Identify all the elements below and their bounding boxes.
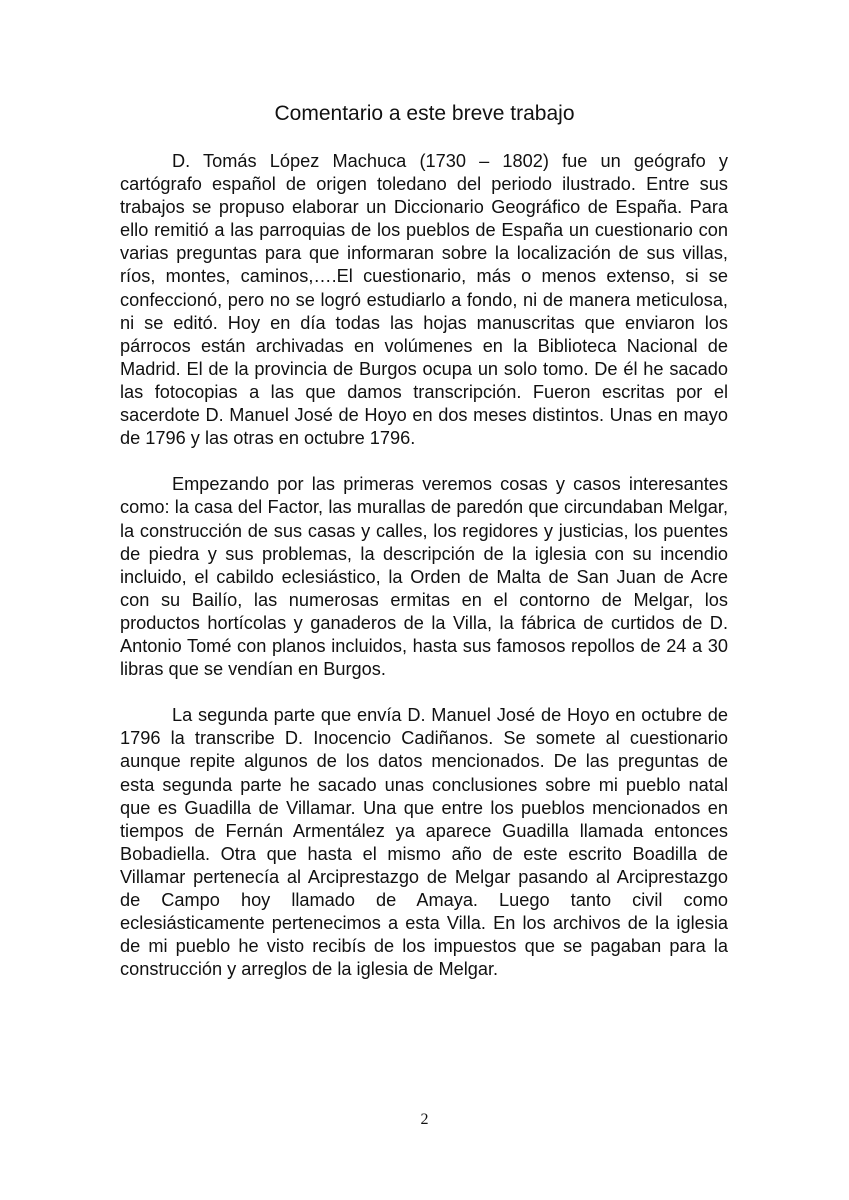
paragraph-intro: D. Tomás López Machuca (1730 – 1802) fue un geógrafo y cartógrafo español de origen toledano del periodo ilustrado. Entre sus trabajos se propuso elaborar un Diccionario Geográfico de España. Para ello remitió a las parroquias de los pueblos de España un cuestionario con varias preguntas para que informaran sobre la localización de sus villas, ríos, montes, caminos,….El cuestionario, más o menos extenso, si se confeccionó, pero no se logró estudiarlo a fondo, ni de manera meticulosa, ni se editó. Hoy en día todas las hojas manuscritas que enviaron los párrocos están archivadas en volúmenes en la Biblioteca Nacional de Madrid. El de la provincia de Burgos ocupa un solo tomo. De él he sacado las fotocopias a las que damos transcripción. Fueron escritas por el sacerdote D. Manuel José de Hoyo en dos meses distintos. Unas en mayo de 1796 y las otras en octubre 1796. bbox=[120, 151, 728, 449]
page-title: Comentario a este breve trabajo bbox=[274, 102, 575, 125]
page-number: 2 bbox=[420, 1111, 429, 1128]
document-body bbox=[120, 150, 728, 1004]
paragraph-second-part: La segunda parte que envía D. Manuel José de Hoyo en octubre de 1796 la transcribe D. Inocencio Cadiñanos. Se somete al cuestionario aunque repite algunos de los datos mencionados. De las preguntas de esta segunda parte he sacado unas conclusiones sobre mi pueblo natal que es Guadilla de Villamar. Una que entre los pueblos mencionados en tiempos de Fernán Armentález ya aparece Guadilla llamada entonces Bobadiella. Otra que hasta el mismo año de este escrito Boadilla de Villamar pertenecía al Arciprestazgo de Melgar pasando al Arciprestazgo de Campo hoy llamado de Amaya. Luego tanto civil como eclesiásticamente pertenecimos a esta Villa. En los archivos de la iglesia de mi pueblo he visto recibís de los impuestos que se pagaban para la construcción y arreglos de la iglesia de Melgar. bbox=[120, 705, 728, 980]
paragraph-first-part: Empezando por las primeras veremos cosas y casos interesantes como: la casa del Factor, las murallas de paredón que circundaban Melgar, la construcción de sus casas y calles, los regidores y justicias, los puentes de piedra y sus problemas, la descripción de la iglesia con su incendio incluido, el cabildo eclesiástico, la Orden de Malta de San Juan de Acre con su Bailío, las numerosas ermitas en el contorno de Melgar, los productos hortícolas y ganaderos de la Villa, la fábrica de curtidos de D. Antonio Tomé con planos incluidos, hasta sus famosos repollos de 24 a 30 libras que se vendían en Burgos. bbox=[120, 474, 728, 680]
